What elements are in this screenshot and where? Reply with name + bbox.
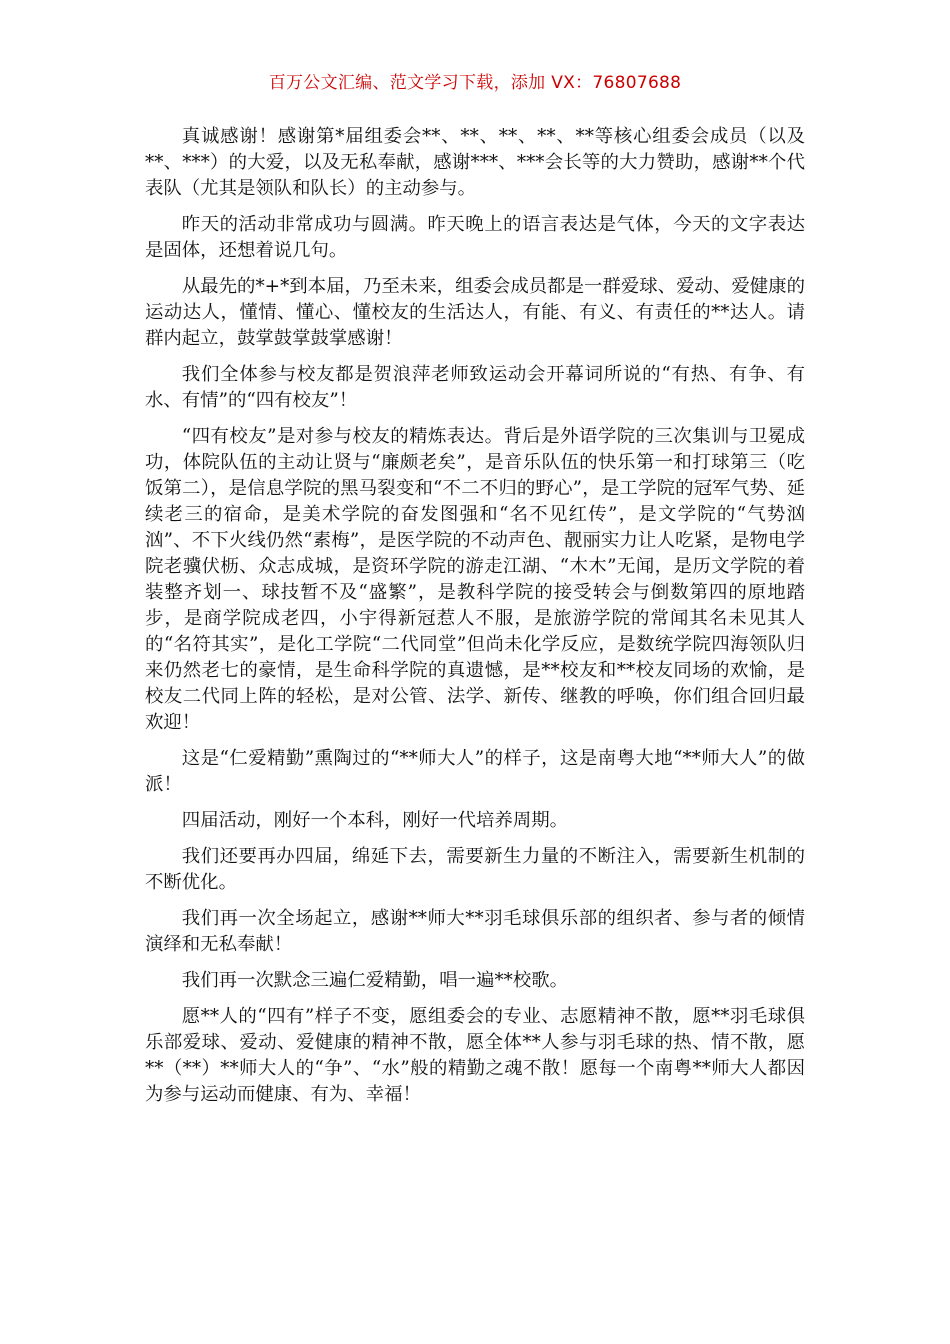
paragraph: 这是“仁爱精勤”熏陶过的“**师大人”的样子，这是南粤大地“**师大人”的做派！ [145, 748, 805, 795]
paragraph: 我们全体参与校友都是贺浪萍老师致运动会开幕词所说的“有热、有争、有水、有情”的“四有校友”！ [145, 364, 805, 411]
paragraph: 愿**人的“四有”样子不变，愿组委会的专业、志愿精神不散，愿**羽毛球俱乐部爱球、爱动、爱健康的精神不散，愿全体**人参与羽毛球的热、情不散，愿**（**）**师大人的“争”、“水”般的精勤之魂不散！愿每一个南粤**师大人都因为参与运动而健康、有为、幸福！ [145, 1006, 805, 1105]
watermark-banner: 百万公文汇编、范文学习下载，添加 VX：76807688 [268, 73, 682, 93]
paragraph: 我们再一次全场起立，感谢**师大**羽毛球俱乐部的组织者、参与者的倾情演绎和无私奉献！ [145, 908, 805, 955]
paragraph: 我们还要再办四届，绵延下去，需要新生力量的不断注入，需要新生机制的不断优化。 [145, 846, 805, 893]
paragraph: 昨天的活动非常成功与圆满。昨天晚上的语言表达是气体，今天的文字表达是固体，还想着说几句。 [145, 214, 805, 261]
paragraph: 我们再一次默念三遍仁爱精勤，唱一遍**校歌。 [181, 970, 569, 991]
paragraph: “四有校友”是对参与校友的精炼表达。背后是外语学院的三次集训与卫冕成功，体院队伍的主动让贤与“廉颇老矣”，是音乐队伍的快乐第一和打球第三（吃饭第二），是信息学院的黑马裂变和“不二不归的野心”，是工学院的冠军气势、延续老三的宿命，是美术学院的奋发图强和“名不见红传”，是文学院的“气势汹汹”、不下火线仍然“素梅”，是医学院的不动声色、靓丽实力让人吃紧，是物电学院老骥伏枥、众志成城，是资环学院的游走江湖、“木木”无闻，是历文学院的着装整齐划一、球技暂不及“盛繁”，是教科学院的接受转会与倒数第四的原地踏步，是商学院成老四，小宇得新冠惹人不服，是旅游学院的常闻其名未见其人的“名符其实”，是化工学院“二代同堂”但尚未化学反应，是数统学院四海领队归来仍然老七的豪情，是生命科学院的真遗憾，是**校友和**校友同场的欢愉，是校友二代同上阵的轻松，是对公管、法学、新传、继教的呼唤，你们组合回归最欢迎！ [145, 426, 805, 733]
document-body [145, 124, 805, 1118]
paragraph: 从最先的*+*到本届，乃至未来，组委会成员都是一群爱球、爱动、爱健康的运动达人，懂情、懂心、懂校友的生活达人，有能、有义、有责任的**达人。请群内起立，鼓掌鼓掌鼓掌感谢！ [145, 276, 805, 349]
paragraph: 真诚感谢！感谢第*届组委会**、**、**、**、**等核心组委会成员（以及**、***）的大爱，以及无私奉献，感谢***、***会长等的大力赞助，感谢**个代表队（尤其是领队和队长）的主动参与。 [145, 126, 805, 199]
paragraph: 四届活动，刚好一个本科，刚好一代培养周期。 [181, 810, 569, 831]
